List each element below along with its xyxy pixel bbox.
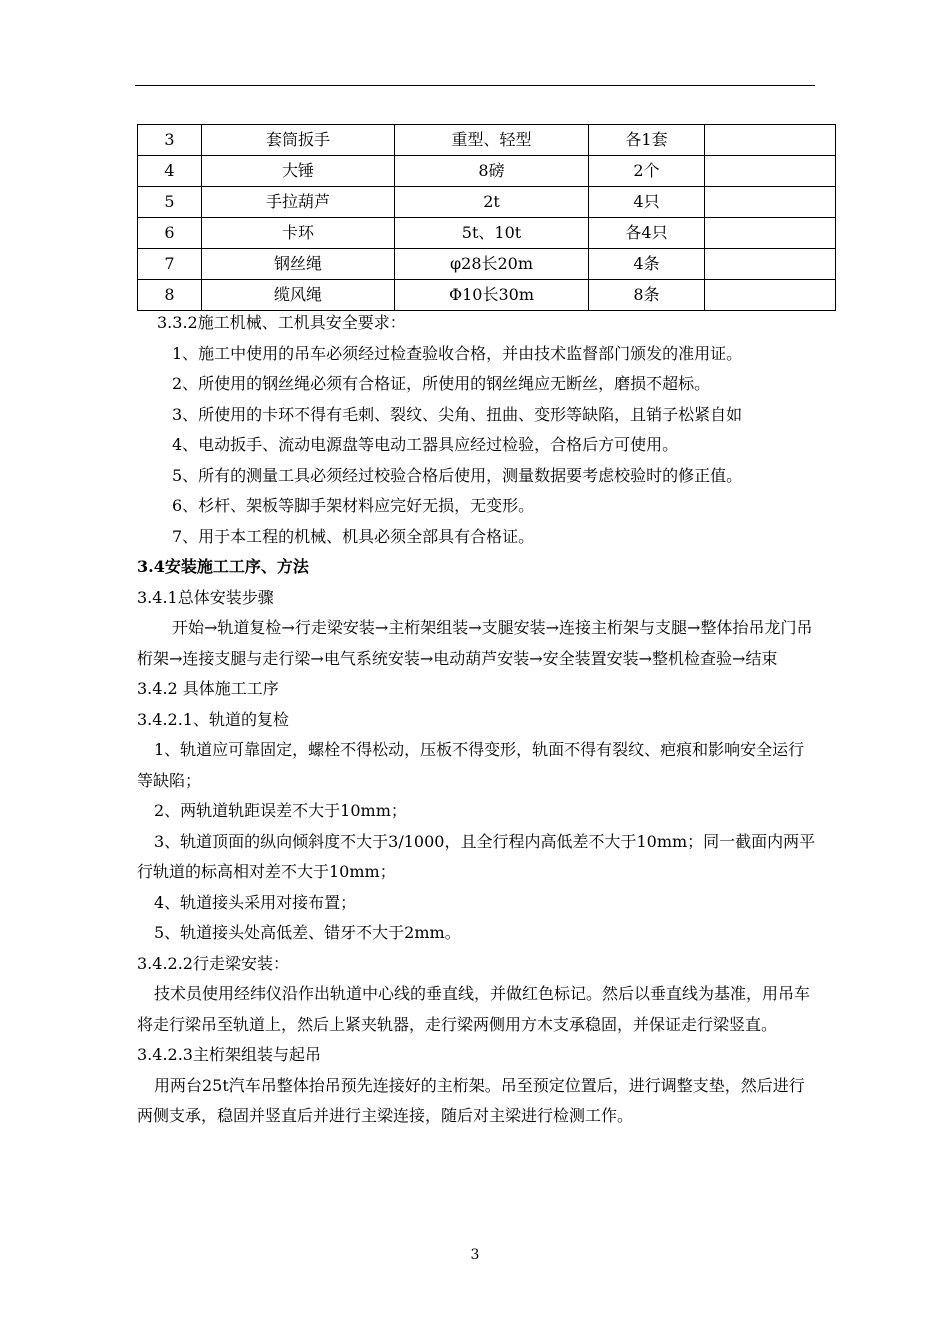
table-cell bbox=[705, 249, 836, 280]
table-cell: 4只 bbox=[589, 187, 705, 218]
table-cell: 重型、轻型 bbox=[395, 125, 589, 156]
document-body bbox=[137, 308, 817, 1132]
walking-beam-paragraph: 技术员使用经纬仪沿作出轨道中心线的垂直线，并做红色标记。然后以垂直线为基准，用吊车将走行梁吊至轨道上，然后上紧夹轨器，走行梁两侧用方木支承稳固，并保证走行梁竖直。 bbox=[137, 984, 811, 1034]
table-cell: 4 bbox=[138, 156, 202, 187]
table-cell: 5t、10t bbox=[395, 218, 589, 249]
table-row bbox=[138, 249, 836, 280]
table-cell: 2t bbox=[395, 187, 589, 218]
heading-3-4-2-3: 3.4.2.3主桁架组装与起吊 bbox=[137, 1045, 321, 1064]
safety-item-4: 4、电动扳手、流动电源盘等电动工器具应经过检验，合格后方可使用。 bbox=[172, 435, 679, 454]
table-cell bbox=[705, 218, 836, 249]
table-row bbox=[138, 280, 836, 311]
table-cell: φ28长20m bbox=[395, 249, 589, 280]
rail-check-2: 2、两轨道轨距误差不大于10mm； bbox=[154, 801, 407, 820]
table-cell: 缆风绳 bbox=[202, 280, 395, 311]
safety-item-3: 3、所使用的卡环不得有毛刺、裂纹、尖角、扭曲、变形等缺陷，且销子松紧自如 bbox=[172, 404, 743, 424]
table-cell: Φ10长30m bbox=[395, 280, 589, 311]
heading-3-4-1: 3.4.1总体安装步骤 bbox=[137, 587, 274, 607]
safety-item-5: 5、所有的测量工具必须经过校验合格后使用，测量数据要考虑校验时的修正值。 bbox=[172, 465, 743, 485]
table-row bbox=[138, 156, 836, 187]
table-row bbox=[138, 218, 836, 249]
equipment-table-body bbox=[138, 125, 836, 311]
table-cell: 2个 bbox=[589, 156, 705, 187]
table-cell: 钢丝绳 bbox=[202, 249, 395, 280]
table-cell: 7 bbox=[138, 249, 202, 280]
table-cell: 8磅 bbox=[395, 156, 589, 187]
page-number: 3 bbox=[470, 1247, 480, 1263]
table-cell bbox=[705, 125, 836, 156]
table-cell: 各1套 bbox=[589, 125, 705, 156]
table-cell: 各4只 bbox=[589, 218, 705, 249]
heading-3-4-2-1: 3.4.2.1、轨道的复检 bbox=[137, 709, 289, 729]
main-truss-paragraph: 用两台25t汽车吊整体抬吊预先连接好的主桁架。吊至预定位置后，进行调整支垫，然后进行两侧支承，稳固并竖直后并进行主梁连接，随后对主梁进行检测工作。 bbox=[137, 1075, 805, 1125]
install-flow: 开始→轨道复检→行走梁安装→主桁架组装→支腿安装→连接主桁架与支腿→整体抬吊龙门吊桁架→连接支腿与走行梁→电气系统安装→电动葫芦安装→安全装置安装→整机检查验→结束 bbox=[137, 618, 813, 668]
table-row bbox=[138, 187, 836, 218]
table-cell bbox=[705, 280, 836, 311]
table-cell: 6 bbox=[138, 218, 202, 249]
table-cell: 8 bbox=[138, 280, 202, 311]
equipment-table bbox=[137, 124, 836, 311]
header-rule bbox=[135, 85, 815, 86]
table-cell bbox=[705, 156, 836, 187]
rail-check-1: 1、轨道应可靠固定，螺栓不得松动，压板不得变形，轨面不得有裂纹、疤痕和影响安全运行等缺陷； bbox=[137, 740, 805, 790]
table-cell: 套筒扳手 bbox=[202, 125, 395, 156]
rail-check-4: 4、轨道接头采用对接布置； bbox=[154, 892, 357, 912]
table-cell: 手拉葫芦 bbox=[202, 187, 395, 218]
table-row bbox=[138, 125, 836, 156]
heading-3-3-2: 3.3.2施工机械、工机具安全要求： bbox=[157, 313, 406, 332]
safety-item-2: 2、所使用的钢丝绳必须有合格证，所使用的钢丝绳应无断丝，磨损不超标。 bbox=[172, 374, 711, 393]
heading-3-4-2-2: 3.4.2.2行走梁安装： bbox=[137, 953, 289, 973]
heading-3-4-2: 3.4.2 具体施工工序 bbox=[137, 679, 279, 698]
safety-item-1: 1、施工中使用的吊车必须经过检查验收合格，并由技术监督部门颁发的准用证。 bbox=[172, 343, 743, 363]
table-cell bbox=[705, 187, 836, 218]
table-cell: 8条 bbox=[589, 280, 705, 311]
table-cell: 卡环 bbox=[202, 218, 395, 249]
table-cell: 4条 bbox=[589, 249, 705, 280]
rail-check-3: 3、轨道顶面的纵向倾斜度不大于3/1000，且全行程内高低差不大于10mm；同一截面内两平行轨道的标高相对差不大于10mm； bbox=[137, 831, 816, 881]
table-cell: 3 bbox=[138, 125, 202, 156]
safety-item-7: 7、用于本工程的机械、机具必须全部具有合格证。 bbox=[172, 526, 535, 546]
heading-3-4: 3.4安装施工工序、方法 bbox=[137, 557, 309, 576]
rail-check-5: 5、轨道接头处高低差、错牙不大于2mm。 bbox=[154, 923, 461, 942]
safety-item-6: 6、杉杆、架板等脚手架材料应完好无损，无变形。 bbox=[172, 496, 535, 515]
table-cell: 5 bbox=[138, 187, 202, 218]
table-cell: 大锤 bbox=[202, 156, 395, 187]
